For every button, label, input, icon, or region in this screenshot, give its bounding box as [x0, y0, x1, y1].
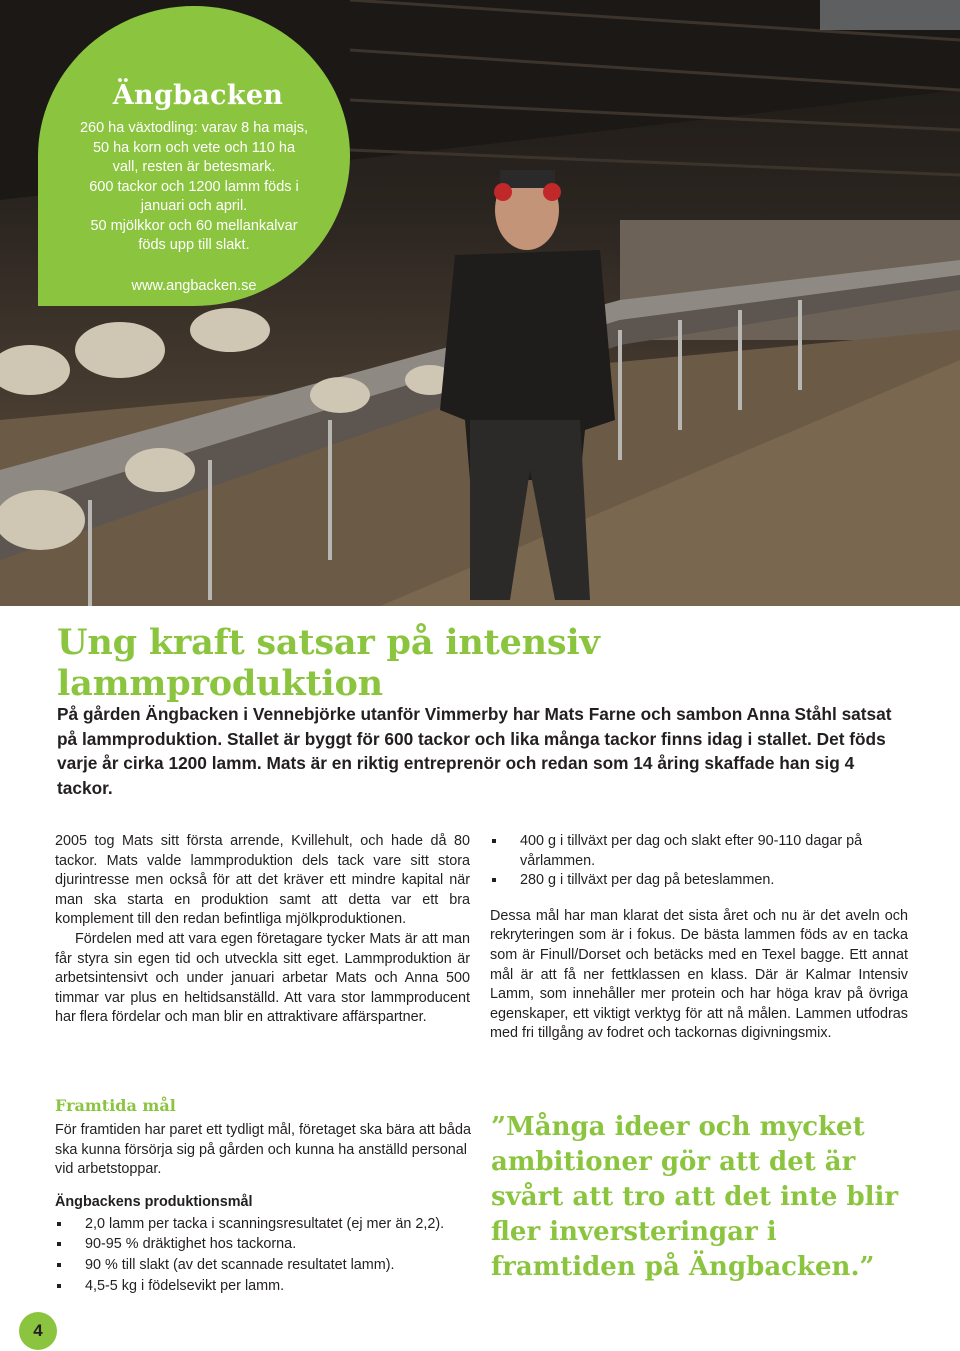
future-goals-section — [55, 1096, 475, 1296]
body-paragraph: Dessa mål har man klarat det sista året och nu är det aveln och rekryteringen som är i fokus. De bästa lammen föds av en tacka som är Finull/Dorset och betäcks med en Texel bagge. Ett annat mål är att få ner fettklassen en klass. Där är Kalmar Intensiv Lamm, som innehåller mer protein och har höga krav på övriga egenskaper, ett viktigt verktyg för att nå målen. Lammen utfodras med fri tillgång av fodret och tackornas digivningsmix. — [490, 907, 908, 1042]
goal-item: 4,5-5 kg i födelsevikt per lamm. — [55, 1276, 475, 1297]
body-paragraph: Fördelen med att vara egen företagare tycker Mats är att man får styra sin egen tid och utveckla sitt eget. Lammproduktion är arbetsintensivt och under januari arbetar Mats och Anna 500 timmar var plus en heltidsanställd. Att vara stor lammproducent har flera fördelar och man blir en attraktivare affärspartner. — [55, 930, 470, 1026]
farm-fact-line: vall, resten är betesmark. — [112, 159, 276, 175]
goal-item: 90 % till slakt (av det scannade resultatet lamm). — [55, 1255, 475, 1276]
article-headline: Ung kraft satsar på intensiv lammproduktion — [57, 622, 600, 704]
article-lead: På gården Ängbacken i Vennebjörke utanför Vimmerby har Mats Farne och sambon Anna Ståhl satsat på lammproduktion. Stallet är byggt för 600 tackor och lika många tackor finns idag i stallet. Det föds varje år cirka 1200 lamm. Mats är en riktig entreprenör och redan som 14 åring skaffade han sig 4 tackor. — [57, 704, 892, 798]
pull-quote: ”Många ideer och mycket ambitioner gör att det är svårt att tro att det inte blir fler inversteringar i framtiden på Ängbacken.” — [491, 1112, 899, 1282]
body-paragraph: 2005 tog Mats sitt första arrende, Kvillehult, och hade då 80 tackor. Mats valde lammproduktion dels tack vare sitt stora djurintresse men också för att det kräver ett mindre kapital när man ska starta en produktion samt att detta var ett bra komplement till den redan befintliga mjölkproduktionen. — [55, 833, 470, 928]
body-right-column — [490, 832, 908, 1044]
future-goals-heading: Framtida mål — [55, 1096, 176, 1115]
page-number: 4 — [19, 1312, 57, 1350]
production-goals-heading: Ängbackens produktionsmål — [55, 1193, 253, 1210]
farm-fact-line: 50 ha korn och vete och 110 ha — [92, 139, 296, 156]
farm-fact-line: januari och april. — [140, 198, 248, 214]
farm-fact-line: 50 mjölkkor och 60 mellankalvar — [90, 217, 298, 234]
farm-fact-line: 260 ha växtodling: varav 8 ha majs, — [79, 120, 309, 136]
bullet-item: 280 g i tillväxt per dag på beteslammen. — [490, 871, 908, 891]
farm-website-link[interactable]: www.angbacken.se — [131, 277, 257, 294]
bullet-item: 400 g i tillväxt per dag och slakt efter 90-110 dagar på vårlammen. — [490, 832, 908, 871]
farm-fact-line: föds upp till slakt. — [138, 237, 250, 253]
growth-bullet-list — [490, 832, 908, 891]
goal-item: 2,0 lamm per tacka i scanningsresultatet (ej mer än 2,2). — [55, 1214, 475, 1235]
info-bubble — [38, 80, 350, 294]
farm-name-title: Ängbacken — [112, 80, 284, 111]
production-goals-list — [55, 1214, 475, 1296]
goal-item: 90-95 % dräktighet hos tackorna. — [55, 1234, 475, 1255]
body-left-column — [55, 832, 470, 1028]
farm-fact-line: 600 tackor och 1200 lamm föds i — [89, 178, 299, 195]
future-goals-text: För framtiden har paret ett tydligt mål, företaget ska bära att båda ska kunna försörja sig på gården och kunna ha anställd personal vid arbetstoppar. — [55, 1122, 471, 1178]
